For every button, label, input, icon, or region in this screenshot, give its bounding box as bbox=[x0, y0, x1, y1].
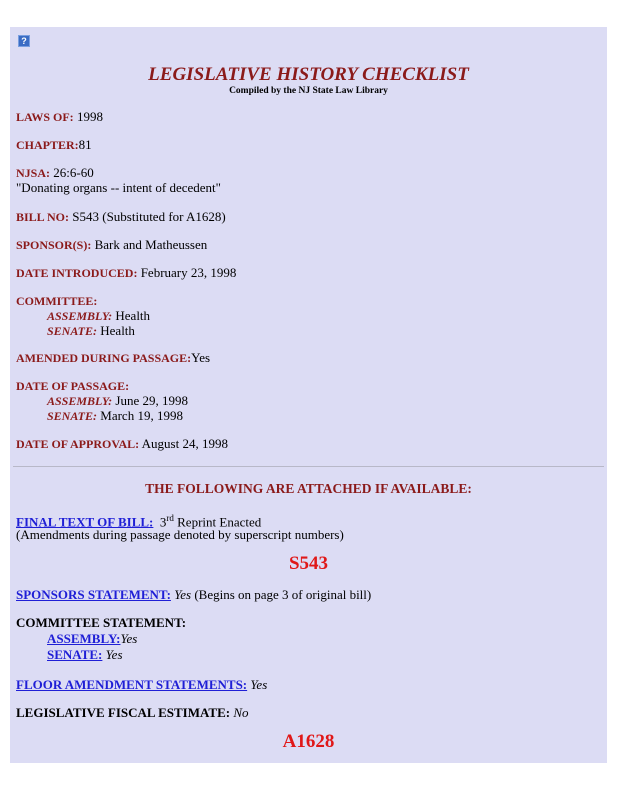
date-introduced-value: February 23, 1998 bbox=[137, 265, 237, 280]
committee-label-row bbox=[16, 293, 97, 309]
bill-no-value: S543 (Substituted for A1628) bbox=[69, 209, 226, 224]
committee-senate-row bbox=[47, 323, 135, 339]
amended-value: Yes bbox=[191, 350, 211, 365]
laws-of-label: LAWS OF: bbox=[16, 110, 74, 124]
attached-heading: THE FOLLOWING ARE ATTACHED IF AVAILABLE: bbox=[145, 481, 472, 496]
sponsors-statement-row bbox=[16, 587, 371, 602]
njsa-description: "Donating organs -- intent of decedent" bbox=[16, 180, 221, 195]
committee-statement-row bbox=[16, 615, 186, 630]
fiscal-estimate-row bbox=[16, 705, 249, 720]
passage-senate-value: March 19, 1998 bbox=[97, 408, 183, 423]
bill-no-row bbox=[16, 209, 226, 225]
bill-no-label: BILL NO: bbox=[16, 210, 70, 224]
floor-amendment-value: Yes bbox=[250, 677, 268, 692]
bill-a1628-heading: A1628 bbox=[282, 731, 335, 752]
committee-statement-assembly-row bbox=[47, 631, 137, 646]
reprint-number: 3 bbox=[159, 514, 167, 530]
sponsors-statement-note: (Begins on page 3 of original bill) bbox=[191, 587, 372, 602]
amended-label: AMENDED DURING PASSAGE: bbox=[16, 351, 192, 365]
committee-senate-value: Health bbox=[97, 323, 135, 338]
reprint-superscript: rd bbox=[166, 513, 174, 523]
final-text-note: (Amendments during passage denoted by superscript numbers) bbox=[16, 527, 344, 542]
passage-assembly-label: ASSEMBLY: bbox=[47, 394, 113, 408]
fiscal-estimate-value: No bbox=[233, 705, 249, 720]
sponsors-label: SPONSOR(S): bbox=[16, 238, 92, 252]
committee-senate-label: SENATE: bbox=[47, 324, 98, 338]
committee-statement-assembly-link[interactable]: ASSEMBLY: bbox=[47, 631, 121, 646]
date-of-approval-value: August 24, 1998 bbox=[139, 436, 228, 451]
page-title: LEGISLATIVE HISTORY CHECKLIST bbox=[148, 64, 469, 85]
floor-amendment-row bbox=[16, 677, 267, 692]
help-icon[interactable]: ? bbox=[18, 35, 30, 47]
committee-statement-senate-value: Yes bbox=[105, 647, 123, 662]
sponsors-value: Bark and Matheussen bbox=[91, 237, 208, 252]
chapter-label: CHAPTER: bbox=[16, 138, 79, 152]
amended-row bbox=[16, 350, 210, 366]
passage-assembly-row bbox=[47, 393, 188, 409]
checklist-page bbox=[10, 27, 607, 763]
committee-statement-label: COMMITTEE STATEMENT: bbox=[16, 615, 187, 630]
committee-assembly-label: ASSEMBLY: bbox=[47, 309, 113, 323]
laws-of-row bbox=[16, 109, 103, 125]
fiscal-estimate-label: LEGISLATIVE FISCAL ESTIMATE: bbox=[16, 705, 231, 720]
sponsors-statement-link[interactable]: SPONSORS STATEMENT: bbox=[16, 587, 171, 602]
date-of-passage-label: DATE OF PASSAGE: bbox=[16, 379, 130, 393]
sponsors-statement-value: Yes bbox=[174, 587, 192, 602]
sponsors-row bbox=[16, 237, 207, 253]
final-text-link[interactable]: FINAL TEXT OF BILL: bbox=[16, 514, 154, 530]
date-introduced-row bbox=[16, 265, 236, 281]
reprint-text: Reprint Enacted bbox=[173, 514, 262, 530]
date-of-passage-label-row bbox=[16, 378, 129, 394]
njsa-label: NJSA: bbox=[16, 166, 51, 180]
bill-s543-heading: S543 bbox=[288, 553, 329, 574]
passage-senate-label: SENATE: bbox=[47, 409, 98, 423]
committee-statement-senate-link[interactable]: SENATE: bbox=[47, 647, 103, 662]
date-of-approval-label: DATE OF APPROVAL: bbox=[16, 437, 140, 451]
chapter-value: 81 bbox=[78, 137, 92, 152]
passage-senate-row bbox=[47, 408, 183, 424]
date-of-approval-row bbox=[16, 436, 228, 452]
committee-label: COMMITTEE: bbox=[16, 294, 98, 308]
chapter-row bbox=[16, 137, 92, 153]
floor-amendment-link[interactable]: FLOOR AMENDMENT STATEMENTS: bbox=[16, 677, 248, 692]
divider bbox=[13, 466, 604, 467]
committee-assembly-value: Health bbox=[112, 308, 151, 323]
committee-statement-senate-row bbox=[47, 647, 123, 662]
committee-assembly-row bbox=[47, 308, 150, 324]
date-introduced-label: DATE INTRODUCED: bbox=[16, 266, 138, 280]
njsa-value: 26:6-60 bbox=[50, 165, 94, 180]
passage-assembly-value: June 29, 1998 bbox=[112, 393, 188, 408]
laws-of-value: 1998 bbox=[73, 109, 103, 124]
committee-statement-assembly-value: Yes bbox=[120, 631, 138, 646]
njsa-row bbox=[16, 165, 94, 181]
page-subtitle: Compiled by the NJ State Law Library bbox=[229, 86, 388, 96]
